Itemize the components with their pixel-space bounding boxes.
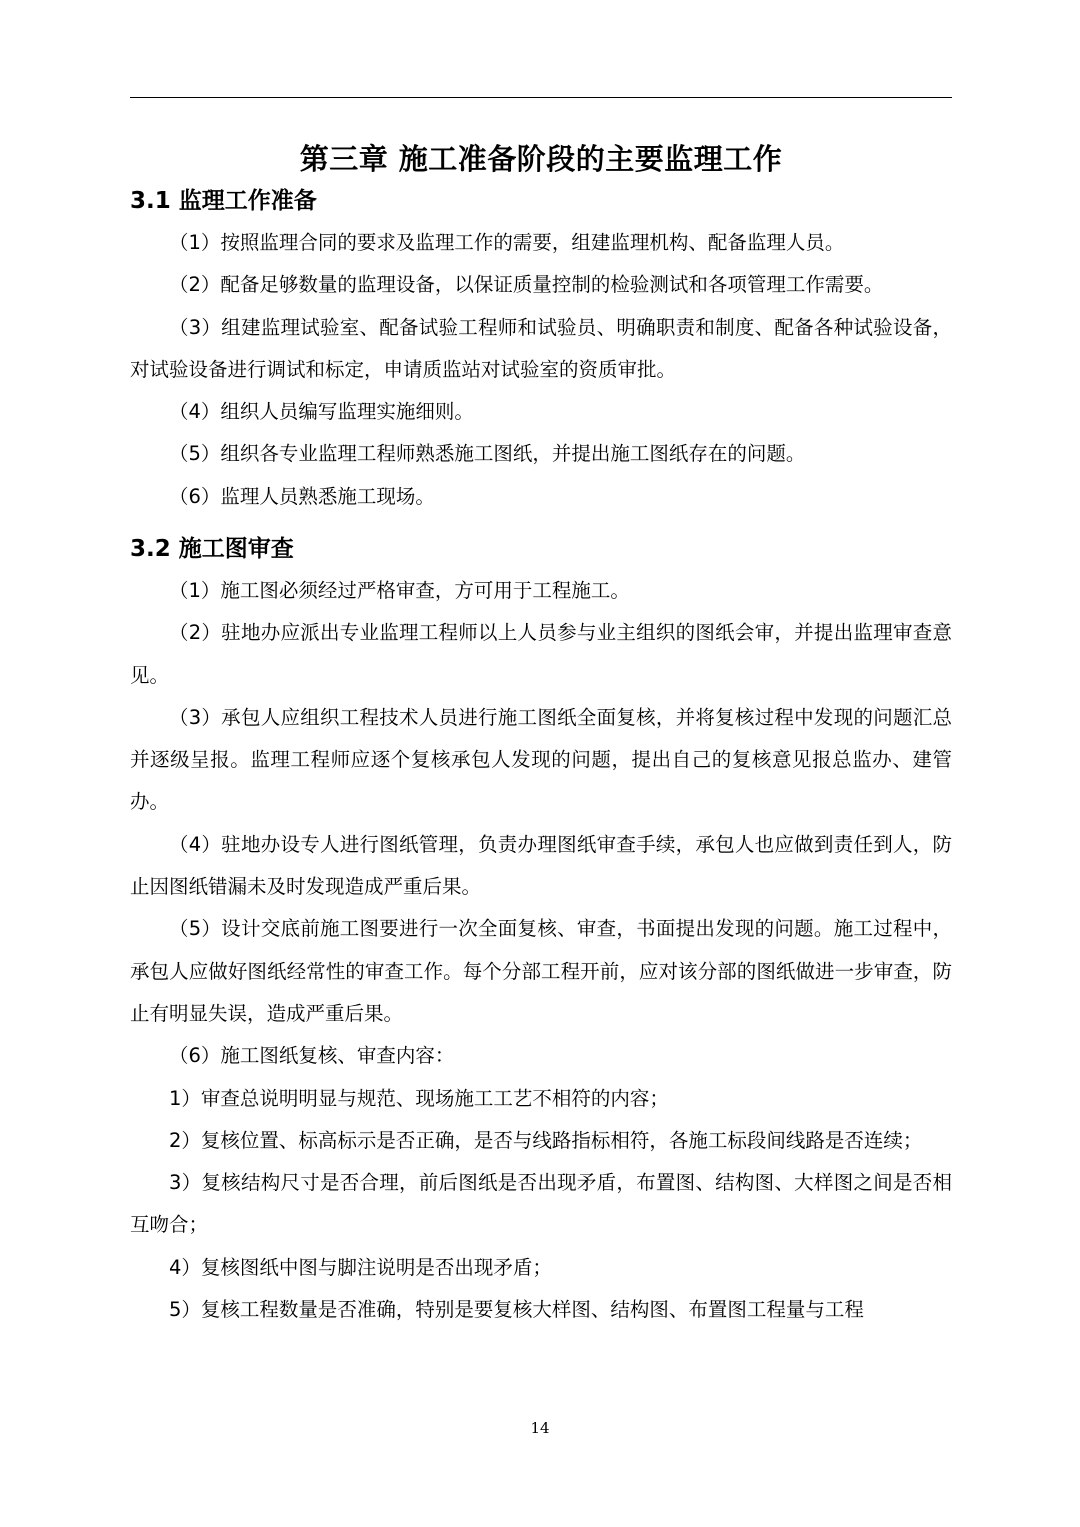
paragraph: （4）驻地办设专人进行图纸管理，负责办理图纸审查手续，承包人也应做到责任到人，防止因图纸错漏未及时发现造成严重后果。 <box>130 832 952 899</box>
paragraph: 1）审查总说明明显与规范、现场施工工艺不相符的内容； <box>169 1086 669 1110</box>
paragraph: （5）设计交底前施工图要进行一次全面复核、审查，书面提出发现的问题。施工过程中，承包人应做好图纸经常性的审查工作。每个分部工程开前，应对该分部的图纸做进一步审查，防止有明显失误，造成严重后果。 <box>130 917 952 1025</box>
paragraph: 5）复核工程数量是否准确，特别是要复核大样图、结构图、布置图工程量与工程 <box>169 1298 864 1322</box>
paragraph: 2）复核位置、标高标示是否正确，是否与线路指标相符，各施工标段间线路是否连续； <box>169 1128 923 1152</box>
header-rule <box>130 97 952 98</box>
paragraph: 3）复核结构尺寸是否合理，前后图纸是否出现矛盾，布置图、结构图、大样图之间是否相互吻合； <box>130 1171 952 1237</box>
paragraph: （3）组建监理试验室、配备试验工程师和试验员、明确职责和制度、配备各种试验设备，对试验设备进行调试和标定，申请质监站对试验室的资质审批。 <box>130 315 952 381</box>
section-3-1 <box>130 184 952 518</box>
paragraph: （2）配备足够数量的监理设备，以保证质量控制的检验测试和各项管理工作需要。 <box>169 273 884 297</box>
section-heading: 3.2 施工图审查 <box>130 536 294 562</box>
paragraph: （5）组织各专业监理工程师熟悉施工图纸，并提出施工图纸存在的问题。 <box>169 442 806 466</box>
section-3-2 <box>130 532 952 1331</box>
paragraph: （1）按照监理合同的要求及监理工作的需要，组建监理机构、配备监理人员。 <box>169 231 845 254</box>
paragraph: （2）驻地办应派出专业监理工程师以上人员参与业主组织的图纸会审，并提出监理审查意见。 <box>130 621 952 687</box>
chapter-title: 第三章 施工准备阶段的主要监理工作 <box>299 142 783 176</box>
page-number: 14 <box>530 1419 550 1437</box>
paragraph: （3）承包人应组织工程技术人员进行施工图纸全面复核，并将复核过程中发现的问题汇总并逐级呈报。监理工程师应逐个复核承包人发现的问题，提出自己的复核意见报总监办、建管办。 <box>130 705 952 814</box>
paragraph: （4）组织人员编写监理实施细则。 <box>169 400 474 424</box>
paragraph: （6）施工图纸复核、审查内容： <box>169 1044 455 1068</box>
section-heading: 3.1 监理工作准备 <box>130 188 317 214</box>
paragraph: 4）复核图纸中图与脚注说明是否出现矛盾； <box>169 1255 552 1279</box>
paragraph: （1）施工图必须经过严格审查，方可用于工程施工。 <box>169 579 630 602</box>
paragraph: （6）监理人员熟悉施工现场。 <box>169 484 435 508</box>
